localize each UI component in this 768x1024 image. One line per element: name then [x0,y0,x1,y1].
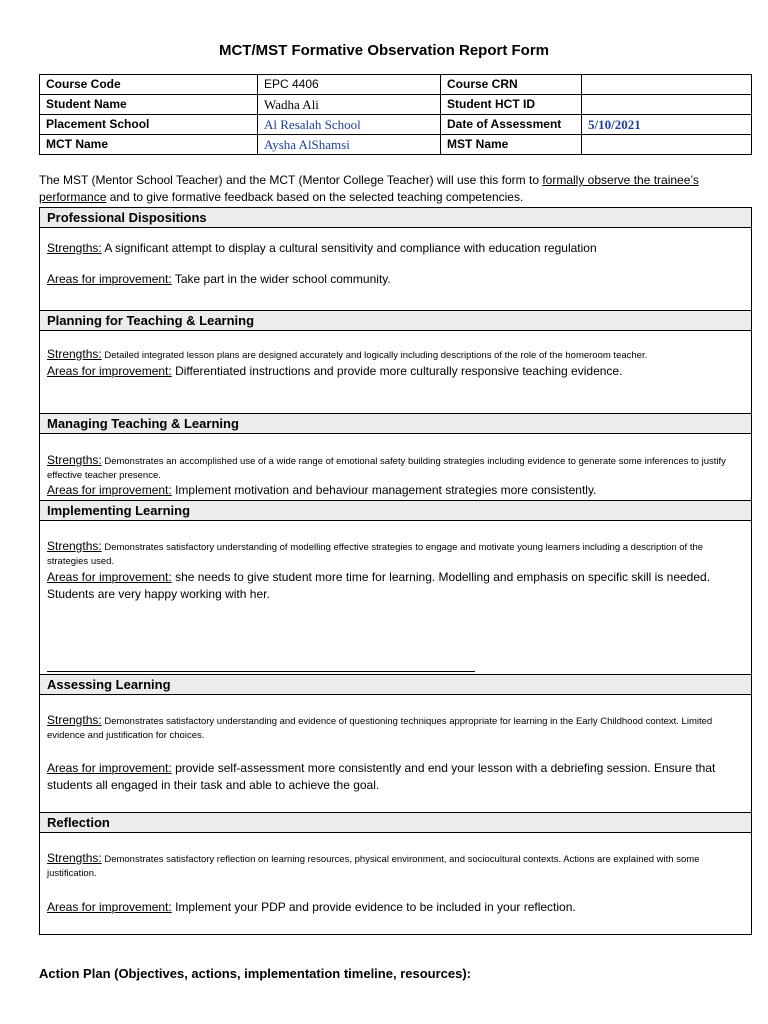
areas-label: Areas for improvement: [47,364,172,378]
areas-label: Areas for improvement: [47,570,172,584]
course-crn-value [582,75,752,95]
intro-paragraph [39,172,752,206]
strengths-row [47,539,744,569]
placement-school-value: Al Resalah School [258,115,441,135]
section-title: Implementing Learning [40,501,751,521]
section-title: Professional Dispositions [40,208,751,228]
strengths-label: Strengths: [47,453,102,467]
strengths-text: Demonstrates an accomplished use of a wide range of emotional safety building strategies including evidence to generate some inferences to justify effective teacher presence. [47,456,726,481]
areas-row [47,900,744,914]
areas-label: Areas for improvement: [47,483,172,497]
section-reflection [39,812,752,935]
areas-label: Areas for improvement: [47,900,172,914]
areas-label: Areas for improvement: [47,761,172,775]
section-title: Planning for Teaching & Learning [40,311,751,331]
section-assessing [39,674,752,813]
areas-text: Implement your PDP and provide evidence to be included in your reflection. [175,900,576,914]
course-code-value: EPC 4406 [258,75,441,95]
section-managing [39,413,752,501]
strengths-text: Demonstrates satisfactory reflection on learning resources, physical environment, and sociocultural contexts. Actions are explained with some justification. [47,854,700,879]
mct-name-value: Aysha AlShamsi [258,135,441,155]
intro-text: The MST (Mentor School Teacher) and the MCT (Mentor College Teacher) will use this form to [39,173,543,187]
action-plan-heading: Action Plan (Objectives, actions, implementation timeline, resources): [39,966,471,981]
areas-row [47,364,744,378]
strengths-row [47,713,744,743]
areas-text: Take part in the wider school community. [174,272,391,286]
strengths-label: Strengths: [47,851,102,865]
section-title: Assessing Learning [40,675,751,695]
intro-underlined-text: formally observe the trainee’s performance [39,173,699,204]
student-id-label: Student HCT ID [441,95,582,115]
areas-label: Areas for improvement: [47,272,172,286]
areas-row [47,569,744,603]
areas-text: Differentiated instructions and provide more culturally responsive teaching evidence. [175,364,623,378]
areas-text: she needs to give student more time for learning. Modelling and emphasis on specific skill is needed. Students are very happy working with her. [47,570,711,601]
course-code-label: Course Code [40,75,258,95]
strengths-text: Demonstrates satisfactory understanding of modelling effective strategies to engage and motivate young learners including a description of the strategies used. [47,542,704,567]
section-title: Managing Teaching & Learning [40,414,751,434]
strengths-label: Strengths: [47,241,102,255]
section-professional-dispositions [39,207,752,311]
strengths-label: Strengths: [47,713,102,727]
mct-name-label: MCT Name [40,135,258,155]
mst-name-value [582,135,752,155]
section-title: Reflection [40,813,751,833]
intro-text-end: and to give formative feedback based on the selected teaching competencies. [106,190,524,204]
section-implementing [39,500,752,675]
student-name-value: Wadha Ali [258,95,441,115]
strengths-text: Detailed integrated lesson plans are designed accurately and logically including descriptions of the role of the homeroom teacher. [104,350,648,361]
strengths-text: A significant attempt to display a cultural sensitivity and compliance with education regulation [104,241,597,255]
mst-name-label: MST Name [441,135,582,155]
student-name-label: Student Name [40,95,258,115]
strengths-label: Strengths: [47,347,102,361]
strengths-row [47,453,744,483]
areas-row [47,760,744,794]
date-value: 5/10/2021 [582,115,752,135]
areas-row [47,483,744,497]
strengths-row [47,241,744,255]
strengths-row [47,347,744,363]
divider-line [47,671,475,672]
areas-text: provide self-assessment more consistently and end your lesson with a debriefing session. Ensure that students all engaged in their task and able to achieve the goal. [47,761,716,792]
areas-row [47,272,744,286]
placement-school-label: Placement School [40,115,258,135]
student-id-value [582,95,752,115]
strengths-label: Strengths: [47,539,102,553]
section-planning [39,310,752,414]
areas-text: Implement motivation and behaviour management strategies more consistently. [175,483,597,497]
date-label: Date of Assessment [441,115,582,135]
strengths-row [47,851,744,881]
strengths-text: Demonstrates satisfactory understanding and evidence of questioning techniques appropriate for learning in the Early Childhood context. Limited evidence and justification for choices. [47,716,713,741]
course-info-table [39,74,752,155]
course-crn-label: Course CRN [441,75,582,95]
form-title: MCT/MST Formative Observation Report Form [218,42,550,59]
